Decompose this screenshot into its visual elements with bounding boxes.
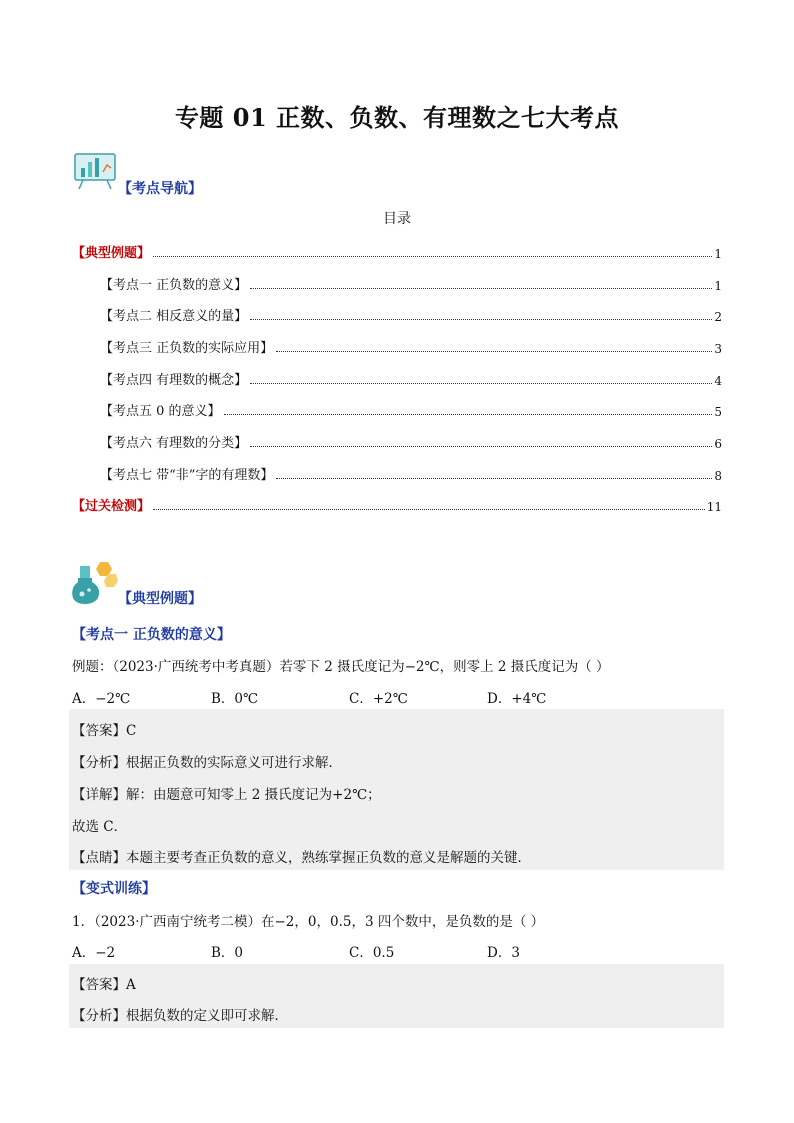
toc-item[interactable]: 【考点六 有理数的分类】 6 — [100, 436, 722, 451]
option-d: D．+4℃ — [487, 691, 547, 707]
option-b: B．0℃ — [211, 691, 259, 707]
toc-item[interactable]: 【考点三 正负数的实际应用】 3 — [100, 341, 722, 356]
toc-item[interactable]: 【考点四 有理数的概念】 4 — [100, 373, 722, 388]
toc-item[interactable]: 【过关检测】 11 — [72, 499, 722, 514]
toc-item[interactable]: 【典型例题】 1 — [72, 246, 722, 261]
comment-line: 【点睛】本题主要考查正负数的意义，熟练掌握正负数的意义是解题的关键． — [72, 850, 531, 866]
variant-heading: 【变式训练】 — [72, 881, 156, 897]
analysis-line: 【分析】根据正负数的实际意义可进行求解． — [72, 755, 342, 771]
option-c: C．+2℃ — [349, 691, 408, 707]
toc-item[interactable]: 【考点一 正负数的意义】 1 — [100, 278, 722, 293]
variant-option-d: D．3 — [487, 945, 520, 961]
topic-heading: 【考点一 正负数的意义】 — [72, 627, 231, 643]
toc-item[interactable]: 【考点七 带“非”字的有理数】 8 — [100, 468, 722, 483]
toc-item[interactable]: 【考点二 相反意义的量】 2 — [100, 309, 722, 324]
variant-question: 1．（2023·广西南宁统考二模）在−2，0，0.5，3 四个数中，是负数的是（ ） — [72, 914, 545, 930]
variant-answer-line: 【答案】A — [72, 977, 136, 993]
option-a: A．−2℃ — [72, 691, 131, 707]
toc-heading: 目录 — [383, 211, 411, 227]
detail-line: 【详解】解：由题意可知零上 2 摄氏度记为+2℃； — [72, 787, 381, 803]
toc-item[interactable]: 【考点五 0 的意义】 5 — [100, 404, 722, 419]
answer-line: 【答案】C — [72, 723, 137, 739]
nav-section-label: 【考点导航】 — [118, 181, 202, 197]
lab-flask-icon — [72, 560, 118, 604]
variant-analysis-line: 【分析】根据负数的定义即可求解． — [72, 1008, 288, 1024]
variant-option-c: C．0.5 — [349, 945, 395, 961]
examples-section-label: 【典型例题】 — [118, 591, 202, 607]
variant-option-a: A．−2 — [72, 945, 116, 961]
page-title: 专题 01 正数、负数、有理数之七大考点 — [174, 103, 620, 132]
example-question: 例题：（2023·广西统考中考真题）若零下 2 摄氏度记为−2℃，则零上 2 摄氏度记为（ ） — [72, 659, 610, 675]
choose-line: 故选 C． — [72, 819, 128, 835]
presentation-board-icon — [73, 150, 117, 190]
variant-option-b: B．0 — [211, 945, 244, 961]
